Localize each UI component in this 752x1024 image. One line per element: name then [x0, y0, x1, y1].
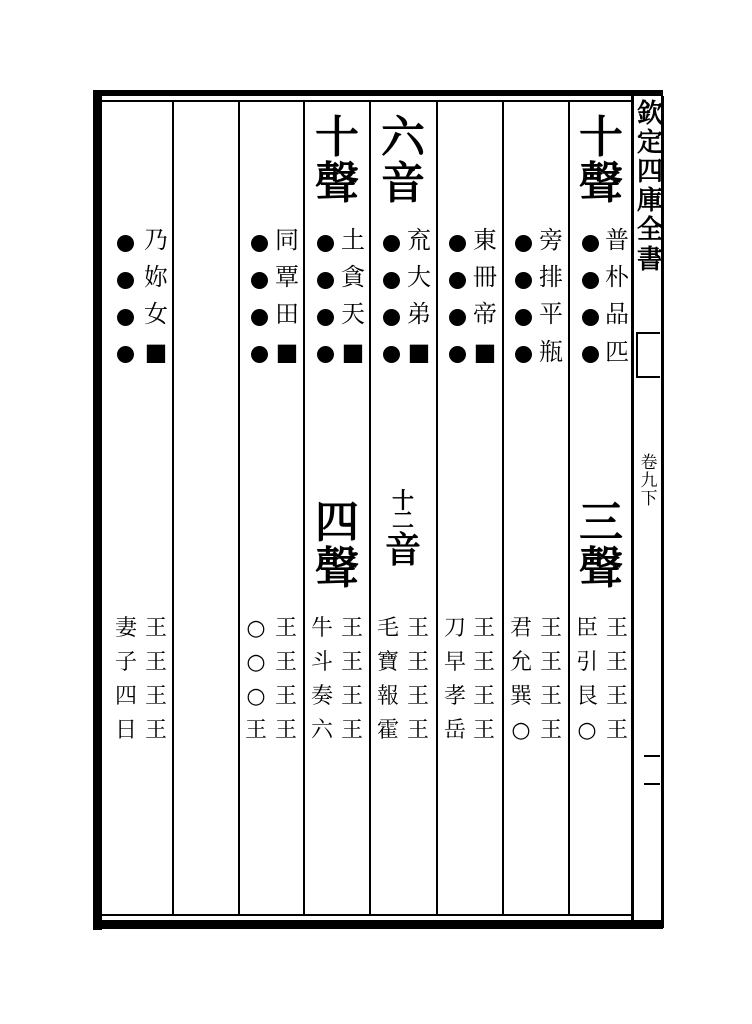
- lower-char: 王: [340, 650, 363, 676]
- filled-dot-mark: [582, 309, 599, 326]
- column-heading-lower: [312, 497, 362, 595]
- lower-char: 王: [605, 616, 628, 641]
- title-char: 書: [637, 244, 664, 275]
- filled-dot-mark: [317, 272, 334, 289]
- frame-top-inner-border: [102, 100, 632, 102]
- title-char: 四: [637, 157, 664, 188]
- column-heading: [312, 112, 362, 210]
- juan-char: 九: [640, 470, 658, 491]
- margin-juan-label: [638, 455, 660, 509]
- lower-char: 王: [144, 718, 167, 744]
- lower-char: 王: [605, 684, 628, 710]
- rime-char: 貪: [341, 263, 365, 292]
- lower-char: 王: [406, 650, 429, 676]
- lower-char-column: [471, 612, 497, 748]
- heading-char: 六: [381, 112, 425, 163]
- rime-char: 弟: [407, 300, 431, 329]
- lower-char: 君: [509, 616, 532, 641]
- mark-column: [513, 235, 533, 383]
- lower-char: 王: [406, 684, 429, 710]
- lower-char: ○: [246, 650, 266, 676]
- frame-left-border: [93, 90, 102, 930]
- lower-char: 王: [274, 718, 297, 744]
- lower-char: ○: [577, 718, 597, 744]
- filled-dot-mark: [383, 235, 400, 252]
- filled-dot-mark: [117, 272, 134, 289]
- filled-dot-mark: [582, 272, 599, 289]
- rime-char: 瓶: [539, 337, 563, 366]
- title-char: 庫: [637, 186, 664, 217]
- lower-char: 王: [605, 650, 628, 676]
- lower-char: 王: [274, 684, 297, 710]
- filled-dot-mark: [117, 235, 134, 252]
- column-heading-lower: [576, 497, 626, 595]
- heading-char: 三: [579, 497, 623, 548]
- heading-char: 聲: [579, 543, 623, 595]
- lower-char: 霍: [376, 718, 399, 744]
- lower-char: 岳: [443, 718, 466, 744]
- rime-char: 天: [341, 300, 365, 329]
- lower-char: 王: [340, 684, 363, 710]
- filled-dot-mark: [582, 235, 599, 252]
- heading-char: 二: [391, 507, 414, 534]
- lower-char-column: [273, 612, 299, 748]
- lower-char: 王: [144, 650, 167, 676]
- rime-char: 朴: [605, 263, 629, 292]
- heading-char: 十: [391, 488, 414, 514]
- column-rule: [436, 102, 438, 914]
- filled-dot-mark: [317, 235, 334, 252]
- filled-dot-mark: [515, 309, 532, 326]
- lower-char: 王: [274, 616, 297, 641]
- rime-char: 女: [144, 300, 168, 329]
- rime-char: 妳: [144, 263, 168, 292]
- frame-bottom-border: [93, 920, 663, 929]
- lower-char: 臣: [575, 616, 598, 641]
- lower-char-column: [405, 612, 431, 748]
- column-rule: [238, 102, 240, 914]
- lower-char: 早: [443, 650, 466, 676]
- char-column: [142, 222, 170, 371]
- lower-char-column: [339, 612, 365, 748]
- rime-char: 冊: [473, 263, 497, 292]
- lower-char: 牛: [310, 616, 333, 641]
- filled-dot-mark: [117, 346, 134, 363]
- rime-char: 大: [407, 263, 431, 292]
- rime-char: ■: [341, 337, 365, 366]
- rime-char: 帝: [473, 300, 497, 329]
- margin-book-title: [637, 100, 663, 275]
- lower-char: 王: [244, 718, 267, 744]
- filled-dot-mark: [317, 309, 334, 326]
- rime-char: 覃: [275, 263, 299, 292]
- lower-char-column: [538, 612, 564, 748]
- lower-char: 日: [114, 718, 137, 744]
- filled-dot-mark: [449, 309, 466, 326]
- lower-char-column: [113, 612, 139, 748]
- title-char: 欽: [637, 99, 664, 129]
- column-heading: [576, 112, 626, 210]
- heading-char: 音: [381, 158, 425, 210]
- heading-char: 音: [384, 528, 421, 571]
- column-heading: [378, 112, 428, 210]
- rime-char: 㐬: [407, 226, 431, 254]
- juan-char: 下: [640, 488, 658, 509]
- margin-divider: [631, 96, 634, 928]
- lower-char-column: [442, 612, 468, 748]
- lower-char-column: [243, 612, 269, 748]
- char-column: [273, 222, 301, 371]
- char-column: [339, 222, 367, 371]
- heading-char: 聲: [315, 158, 359, 210]
- column-rule: [172, 102, 174, 914]
- lower-char-column: [375, 612, 401, 748]
- filled-dot-mark: [515, 272, 532, 289]
- filled-dot-mark: [383, 272, 400, 289]
- filled-dot-mark: [449, 346, 466, 363]
- heading-char: 四: [315, 497, 359, 548]
- rime-char: ■: [473, 337, 497, 366]
- column-rule: [369, 102, 371, 914]
- fishtail-mark: [636, 332, 660, 378]
- lower-char: 報: [376, 684, 399, 710]
- lower-char: 斗: [310, 650, 333, 676]
- filled-dot-mark: [251, 272, 268, 289]
- lower-char: 六: [310, 718, 333, 744]
- lower-char: ○: [246, 616, 266, 641]
- lower-char: 王: [144, 616, 167, 641]
- lower-char-column: [574, 612, 600, 748]
- lower-char-column: [143, 612, 169, 748]
- char-column: [471, 222, 499, 371]
- lower-char-column: [604, 612, 630, 748]
- page-number-mark: [644, 755, 660, 785]
- mark-column: [381, 235, 401, 383]
- lower-char: 引: [575, 650, 598, 676]
- filled-dot-mark: [317, 346, 334, 363]
- rime-char: 同: [275, 226, 299, 254]
- rime-char: 平: [539, 300, 563, 329]
- rime-char: ■: [407, 337, 431, 366]
- lower-char: 王: [539, 718, 562, 744]
- char-column: [537, 222, 565, 371]
- lower-char: 四: [114, 684, 137, 710]
- heading-char: 聲: [579, 158, 623, 210]
- filled-dot-mark: [515, 346, 532, 363]
- lower-char: 妻: [114, 616, 137, 641]
- column-rule: [502, 102, 504, 914]
- rime-char: 土: [341, 226, 365, 254]
- frame-top-border: [93, 90, 663, 96]
- title-char: 定: [637, 128, 664, 159]
- mark-column: [249, 235, 269, 383]
- lower-char: 艮: [575, 684, 598, 710]
- lower-char: 王: [539, 650, 562, 676]
- lower-char: 王: [340, 616, 363, 641]
- rime-char: ■: [144, 337, 168, 366]
- lower-char: 王: [539, 684, 562, 710]
- lower-char: 王: [472, 718, 495, 744]
- lower-char: 王: [472, 650, 495, 676]
- rime-char: 排: [539, 263, 563, 292]
- rime-char: 匹: [605, 337, 629, 366]
- lower-char: 王: [539, 616, 562, 641]
- lower-char: 孝: [443, 684, 466, 710]
- lower-char: ○: [511, 718, 531, 744]
- filled-dot-mark: [515, 235, 532, 252]
- heading-char: 十: [315, 112, 359, 163]
- lower-char: 奏: [310, 684, 333, 710]
- filled-dot-mark: [449, 272, 466, 289]
- mark-column: [447, 235, 467, 383]
- char-column: [603, 222, 631, 371]
- heading-char: 聲: [315, 543, 359, 595]
- column-rule: [568, 102, 570, 914]
- column-rule: [303, 102, 305, 914]
- filled-dot-mark: [251, 346, 268, 363]
- filled-dot-mark: [251, 235, 268, 252]
- filled-dot-mark: [117, 309, 134, 326]
- lower-char: 王: [472, 684, 495, 710]
- filled-dot-mark: [251, 309, 268, 326]
- mark-column: [315, 235, 335, 383]
- rime-char: 品: [605, 300, 629, 329]
- lower-char: 王: [274, 650, 297, 676]
- mark-column: [115, 235, 135, 383]
- lower-char: 刀: [443, 616, 466, 641]
- rime-char: 旁: [539, 226, 563, 254]
- mark-column: [580, 235, 600, 383]
- lower-char: 毛: [376, 616, 399, 641]
- lower-char: 王: [144, 684, 167, 710]
- frame-bottom-inner-border: [102, 914, 632, 916]
- rime-char: 乃: [144, 226, 168, 254]
- heading-char: 十: [579, 112, 623, 163]
- lower-char: 允: [509, 650, 532, 676]
- title-char: 全: [637, 215, 664, 246]
- char-column: [405, 222, 433, 371]
- lower-char: 巽: [509, 684, 532, 710]
- lower-char: 王: [472, 616, 495, 641]
- lower-char-column: [309, 612, 335, 748]
- lower-char: 王: [340, 718, 363, 744]
- filled-dot-mark: [449, 235, 466, 252]
- filled-dot-mark: [383, 346, 400, 363]
- rime-char: ■: [275, 337, 299, 366]
- rime-char: 田: [275, 300, 299, 329]
- rime-char: 普: [605, 226, 629, 254]
- lower-char: 王: [605, 718, 628, 744]
- rime-char: 東: [473, 226, 497, 254]
- column-heading-lower: [378, 488, 428, 571]
- lower-char: ○: [246, 684, 266, 710]
- lower-char-column: [508, 612, 534, 748]
- lower-char: 寶: [376, 650, 399, 676]
- filled-dot-mark: [383, 309, 400, 326]
- juan-char: 卷: [640, 453, 658, 473]
- lower-char: 王: [406, 616, 429, 641]
- lower-char: 王: [406, 718, 429, 744]
- lower-char: 子: [114, 650, 137, 676]
- filled-dot-mark: [582, 346, 599, 363]
